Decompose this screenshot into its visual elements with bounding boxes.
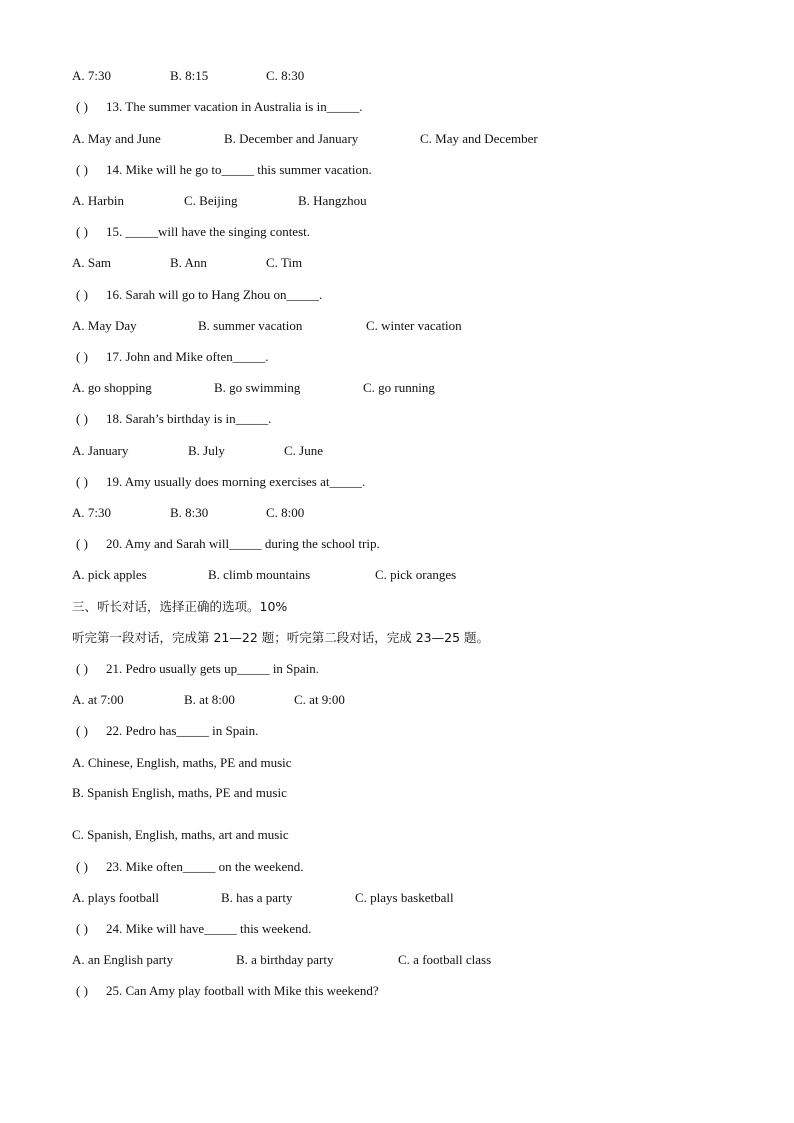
options-row: [0, 890, 794, 906]
answer-blank: ( ): [76, 349, 88, 364]
answer-option: A. 7:30: [72, 68, 111, 83]
answer-blank: ( ): [76, 162, 88, 177]
answer-blank: ( ): [76, 859, 88, 874]
question-line: [76, 287, 322, 303]
answer-option: B. go swimming: [214, 380, 301, 395]
options-row: [0, 443, 794, 459]
question-text: 14. Mike will he go to_____ this summer vacation.: [106, 162, 372, 177]
question-text: 17. John and Mike often_____.: [106, 349, 269, 364]
answer-option: A. 7:30: [72, 505, 111, 520]
question-text: 25. Can Amy play football with Mike this weekend?: [106, 983, 379, 998]
question-line: [76, 224, 310, 240]
answer-option: C. plays basketball: [355, 890, 454, 905]
answer-option: A. an English party: [72, 952, 174, 967]
question-line: [76, 723, 258, 739]
question-line: [76, 349, 268, 365]
question-line: [76, 474, 365, 490]
answer-blank: ( ): [76, 99, 88, 114]
question-line: [76, 99, 362, 115]
options-row: [0, 131, 794, 147]
answer-option: C. 8:00: [266, 505, 305, 520]
answer-option: B. Ann: [170, 255, 207, 270]
options-row: [0, 505, 794, 521]
answer-option: C. Tim: [266, 255, 303, 270]
question-line: [76, 661, 319, 677]
question-text: 16. Sarah will go to Hang Zhou on_____.: [106, 287, 323, 302]
answer-option: B. Hangzhou: [298, 193, 367, 208]
question-text: 20. Amy and Sarah will_____ during the school trip.: [106, 536, 380, 551]
answer-blank: ( ): [76, 921, 88, 936]
section-heading: 三、听长对话，选择正确的选项。10%: [72, 599, 288, 614]
answer-option: B. at 8:00: [184, 692, 235, 707]
answer-option: A. pick apples: [72, 567, 147, 582]
answer-option: A. plays football: [72, 890, 160, 905]
question-text: 19. Amy usually does morning exercises at_____.: [106, 474, 366, 489]
question-line: [76, 921, 311, 937]
answer-option: A. May Day: [72, 318, 137, 333]
question-text: 22. Pedro has_____ in Spain.: [106, 723, 259, 738]
answer-option: B. July: [188, 443, 225, 458]
question-text: 21. Pedro usually gets up_____ in Spain.: [106, 661, 320, 676]
answer-blank: ( ): [76, 983, 88, 998]
option-line: A. Chinese, English, maths, PE and music: [72, 755, 292, 770]
question-text: 18. Sarah’s birthday is in_____.: [106, 411, 272, 426]
question-line: [76, 162, 372, 178]
answer-option: C. pick oranges: [375, 567, 457, 582]
options-row: [0, 567, 794, 583]
options-row: [0, 68, 794, 84]
question-line: [76, 983, 379, 999]
options-row: [0, 952, 794, 968]
answer-blank: ( ): [76, 224, 88, 239]
answer-option: C. winter vacation: [366, 318, 462, 333]
options-row: [0, 692, 794, 708]
answer-option: A. January: [72, 443, 129, 458]
question-line: [76, 859, 303, 875]
answer-option: B. climb mountains: [208, 567, 311, 582]
answer-option: B. a birthday party: [236, 952, 334, 967]
answer-option: C. June: [284, 443, 323, 458]
answer-option: C. go running: [363, 380, 435, 395]
answer-option: A. go shopping: [72, 380, 152, 395]
question-text: 23. Mike often_____ on the weekend.: [106, 859, 304, 874]
answer-option: A. at 7:00: [72, 692, 124, 707]
option-line: B. Spanish English, maths, PE and music: [72, 785, 287, 800]
answer-option: C. Beijing: [184, 193, 238, 208]
answer-option: C. at 9:00: [294, 692, 345, 707]
answer-blank: ( ): [76, 536, 88, 551]
question-text: 13. The summer vacation in Australia is in_____.: [106, 99, 363, 114]
answer-option: B. summer vacation: [198, 318, 303, 333]
answer-option: A. Harbin: [72, 193, 124, 208]
question-text: 24. Mike will have_____ this weekend.: [106, 921, 312, 936]
answer-option: A. Sam: [72, 255, 111, 270]
answer-option: C. 8:30: [266, 68, 305, 83]
question-line: [76, 411, 271, 427]
answer-blank: ( ): [76, 723, 88, 738]
question-line: [76, 536, 380, 552]
answer-option: B. has a party: [221, 890, 293, 905]
answer-option: B. December and January: [224, 131, 359, 146]
option-line: C. Spanish, English, maths, art and music: [72, 827, 289, 842]
question-text: 15. _____will have the singing contest.: [106, 224, 311, 239]
answer-blank: ( ): [76, 287, 88, 302]
answer-option: B. 8:30: [170, 505, 209, 520]
answer-blank: ( ): [76, 474, 88, 489]
options-row: [0, 255, 794, 271]
answer-option: A. May and June: [72, 131, 161, 146]
answer-blank: ( ): [76, 411, 88, 426]
options-row: [0, 380, 794, 396]
answer-blank: ( ): [76, 661, 88, 676]
section-heading: 听完第一段对话，完成第 21—22 题；听完第二段对话，完成 23—25 题。: [72, 630, 490, 645]
answer-option: C. a football class: [398, 952, 492, 967]
options-row: [0, 193, 794, 209]
options-row: [0, 318, 794, 334]
answer-option: C. May and December: [420, 131, 538, 146]
answer-option: B. 8:15: [170, 68, 209, 83]
